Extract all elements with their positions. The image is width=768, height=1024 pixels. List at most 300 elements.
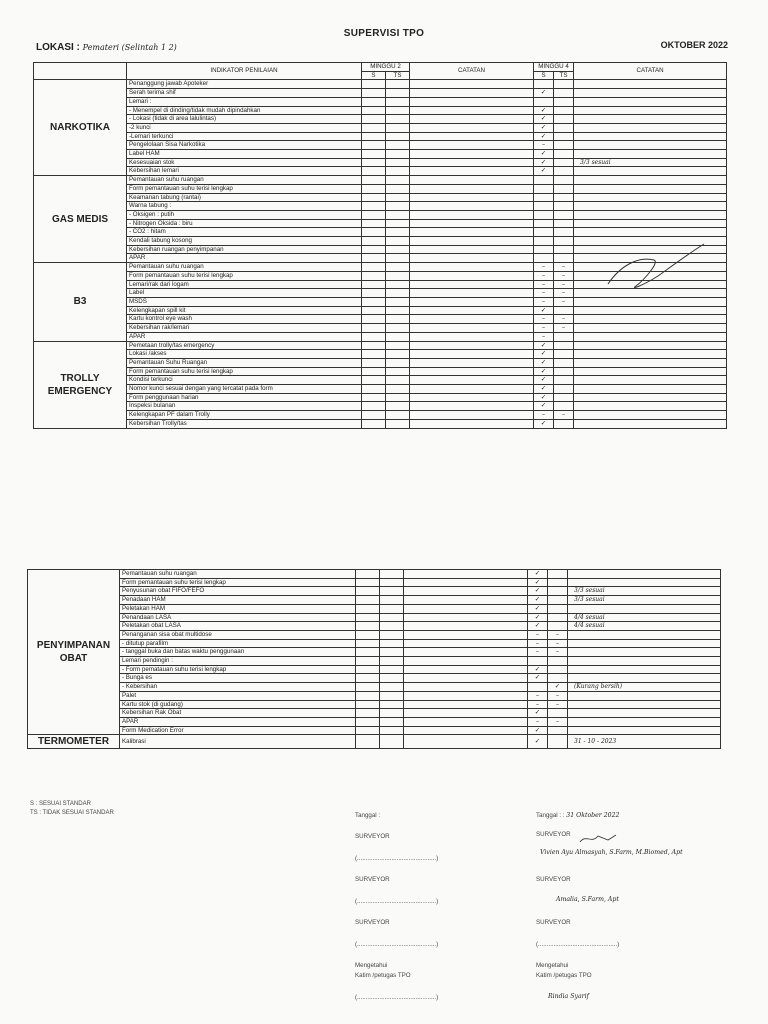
catatan-2-cell: 31 - 10 - 2023 — [568, 735, 721, 749]
minggu2-ts-cell — [380, 604, 404, 613]
minggu4-ts-cell: – — [554, 271, 574, 280]
indicator-label: Form pemantauan suhu terisi lengkap — [127, 367, 362, 376]
table-row — [28, 613, 721, 622]
indicator-label: Label HAM — [127, 150, 362, 159]
catatan-2-cell — [568, 578, 721, 587]
catatan-1-cell — [410, 150, 534, 159]
minggu4-s-cell: ✓ — [528, 604, 548, 613]
minggu4-ts-cell: – — [548, 700, 568, 709]
catatan-2-cell — [568, 639, 721, 648]
minggu4-s-cell: – — [534, 315, 554, 324]
minggu4-s-cell: – — [534, 297, 554, 306]
header-indikator: INDIKATOR PENILAIAN — [127, 63, 362, 80]
minggu4-ts-cell — [554, 393, 574, 402]
right-name-4: Rindia Syarif — [548, 993, 589, 1000]
indicator-label: Kalibrasi — [120, 735, 356, 749]
right-tanggal — [536, 812, 619, 819]
minggu4-s-cell: ✓ — [534, 106, 554, 115]
minggu2-ts-cell — [386, 245, 410, 254]
minggu2-ts-cell — [380, 587, 404, 596]
minggu2-s-cell — [362, 385, 386, 394]
catatan-1-cell — [410, 106, 534, 115]
minggu2-ts-cell — [386, 228, 410, 237]
indicator-label: Serah terima shif — [127, 89, 362, 98]
minggu4-s-cell: – — [534, 280, 554, 289]
minggu2-ts-cell — [380, 735, 404, 749]
indicator-label: Form pemantauan suhu terisi lengkap — [127, 271, 362, 280]
catatan-2-cell: 3/3 sesuai — [568, 596, 721, 605]
minggu2-ts-cell — [380, 674, 404, 683]
indicator-label: APAR — [127, 254, 362, 263]
minggu2-s-cell — [362, 367, 386, 376]
minggu2-s-cell — [362, 393, 386, 402]
minggu2-ts-cell — [380, 570, 404, 579]
minggu4-s-cell — [528, 657, 548, 666]
right-katim: Katim /petugas TPO — [536, 972, 592, 979]
left-blank-2: (..............................................) — [355, 898, 439, 905]
indicator-label: Lokasi /akses — [127, 350, 362, 359]
catatan-1-cell — [404, 674, 528, 683]
table-row — [34, 358, 727, 367]
minggu2-s-cell — [362, 341, 386, 350]
catatan-1-cell — [404, 639, 528, 648]
minggu4-ts-cell — [548, 665, 568, 674]
header-catatan-2: CATATAN — [574, 63, 727, 80]
catatan-2-cell — [574, 141, 727, 150]
indicator-label: Kelengkapan spill kit — [127, 306, 362, 315]
minggu4-s-cell: ✓ — [534, 89, 554, 98]
minggu2-s-cell — [356, 709, 380, 718]
catatan-1-cell — [410, 228, 534, 237]
minggu2-ts-cell — [380, 717, 404, 726]
catatan-2-cell — [574, 297, 727, 306]
table-row — [28, 596, 721, 605]
table-row — [34, 402, 727, 411]
minggu2-s-cell — [362, 402, 386, 411]
minggu4-s-cell: – — [528, 630, 548, 639]
indicator-label: Kebersihan lemari — [127, 167, 362, 176]
indicator-label: Warna tabung : — [127, 202, 362, 211]
catatan-2-cell — [574, 402, 727, 411]
catatan-1-cell — [404, 665, 528, 674]
minggu2-ts-cell — [380, 596, 404, 605]
minggu2-s-cell — [362, 271, 386, 280]
minggu4-ts-cell — [554, 184, 574, 193]
minggu4-ts-cell — [548, 657, 568, 666]
minggu4-ts-cell — [554, 306, 574, 315]
minggu4-ts-cell: – — [554, 315, 574, 324]
indicator-label: Palet — [120, 691, 356, 700]
table-row — [34, 210, 727, 219]
minggu2-ts-cell — [386, 97, 410, 106]
minggu4-ts-cell — [554, 123, 574, 132]
right-tanggal-value: 31 Oktober 2022 — [566, 812, 620, 819]
table-row — [34, 341, 727, 350]
section-label: TROLLY EMERGENCY — [34, 341, 127, 428]
minggu4-ts-cell — [554, 193, 574, 202]
catatan-2-cell: 3/3 sesuai — [574, 158, 727, 167]
minggu4-ts-cell: – — [554, 324, 574, 333]
indicator-label: Lemari : — [127, 97, 362, 106]
catatan-1-cell — [404, 709, 528, 718]
catatan-2-cell — [574, 411, 727, 420]
minggu4-s-cell: ✓ — [528, 587, 548, 596]
indicator-label: Kendali tabung kosong — [127, 237, 362, 246]
minggu4-s-cell: ✓ — [528, 665, 548, 674]
catatan-1-cell — [410, 202, 534, 211]
table-row — [34, 297, 727, 306]
catatan-1-cell — [410, 315, 534, 324]
minggu2-ts-cell — [386, 376, 410, 385]
indicator-label: - Lokasi (tidak di area lalulintas) — [127, 115, 362, 124]
catatan-1-cell — [410, 393, 534, 402]
catatan-2-cell — [574, 210, 727, 219]
table-row — [28, 622, 721, 631]
minggu4-ts-cell — [554, 89, 574, 98]
catatan-1-cell — [410, 411, 534, 420]
section-label: GAS MEDIS — [34, 176, 127, 263]
minggu2-s-cell — [362, 297, 386, 306]
minggu2-s-cell — [362, 315, 386, 324]
minggu2-s-cell — [356, 735, 380, 749]
indicator-label: Pemetaan trolly/tas emergency — [127, 341, 362, 350]
catatan-2-cell — [574, 80, 727, 89]
table-row — [34, 97, 727, 106]
table-row — [28, 630, 721, 639]
catatan-1-cell — [410, 176, 534, 185]
minggu2-s-cell — [356, 717, 380, 726]
catatan-1-cell — [410, 254, 534, 263]
catatan-2-cell — [568, 648, 721, 657]
table-row — [34, 202, 727, 211]
indicator-label: Nomor kunci sesuai dengan yang tercatat pada form — [127, 385, 362, 394]
month-label: OKTOBER 2022 — [660, 40, 728, 50]
minggu2-ts-cell — [386, 419, 410, 428]
indicator-label: Peletakan obat LASA — [120, 622, 356, 631]
minggu4-ts-cell: – — [548, 639, 568, 648]
minggu4-ts-cell — [554, 132, 574, 141]
indicator-label: Penanganan sisa obat multidose — [120, 630, 356, 639]
minggu2-s-cell — [362, 280, 386, 289]
indicator-label: Penadaan HAM — [120, 596, 356, 605]
minggu2-ts-cell — [386, 132, 410, 141]
minggu4-ts-cell — [554, 402, 574, 411]
minggu4-s-cell — [534, 228, 554, 237]
minggu4-s-cell: – — [534, 263, 554, 272]
minggu2-ts-cell — [386, 254, 410, 263]
minggu2-ts-cell — [386, 210, 410, 219]
minggu4-ts-cell — [548, 622, 568, 631]
catatan-1-cell — [410, 141, 534, 150]
indicator-label: - Oksigen : putih — [127, 210, 362, 219]
minggu4-s-cell: ✓ — [534, 123, 554, 132]
table-row — [34, 306, 727, 315]
table-row — [34, 106, 727, 115]
minggu2-ts-cell — [380, 665, 404, 674]
right-surveyor-2: SURVEYOR — [536, 876, 571, 883]
minggu2-s-cell — [356, 604, 380, 613]
table-row — [34, 89, 727, 98]
catatan-1-cell — [410, 123, 534, 132]
minggu4-s-cell: ✓ — [528, 596, 548, 605]
minggu2-ts-cell — [380, 726, 404, 735]
header-minggu2: MINGGU 2 — [362, 63, 410, 72]
minggu2-s-cell — [356, 639, 380, 648]
minggu2-s-cell — [362, 176, 386, 185]
catatan-1-cell — [410, 306, 534, 315]
minggu4-ts-cell — [554, 158, 574, 167]
catatan-2-cell — [568, 691, 721, 700]
table-row — [28, 578, 721, 587]
minggu4-s-cell: ✓ — [534, 306, 554, 315]
catatan-1-cell — [404, 700, 528, 709]
catatan-1-cell — [410, 324, 534, 333]
right-name-2: Amalia, S.Farm, Apt — [556, 896, 619, 903]
minggu4-s-cell — [534, 80, 554, 89]
header-ts-2: TS — [554, 71, 574, 80]
catatan-1-cell — [410, 132, 534, 141]
minggu4-s-cell: ✓ — [528, 726, 548, 735]
minggu2-s-cell — [362, 132, 386, 141]
indicator-label: Penyusunan obat FIFO/FEFO — [120, 587, 356, 596]
catatan-2-cell — [568, 674, 721, 683]
minggu2-ts-cell — [386, 280, 410, 289]
minggu2-s-cell — [362, 411, 386, 420]
minggu4-s-cell — [534, 202, 554, 211]
minggu4-ts-cell — [554, 80, 574, 89]
catatan-2-cell — [574, 419, 727, 428]
catatan-2-cell — [574, 132, 727, 141]
indicator-label: Kebersihan rak/lemari — [127, 324, 362, 333]
minggu4-ts-cell — [554, 385, 574, 394]
minggu4-ts-cell: – — [548, 630, 568, 639]
catatan-2-cell — [574, 341, 727, 350]
minggu2-ts-cell — [386, 306, 410, 315]
minggu2-ts-cell — [386, 237, 410, 246]
minggu2-ts-cell — [386, 402, 410, 411]
right-mengetahui: Mengetahui — [536, 962, 569, 969]
minggu4-s-cell: ✓ — [528, 578, 548, 587]
minggu4-s-cell: – — [528, 691, 548, 700]
minggu4-s-cell: ✓ — [528, 613, 548, 622]
minggu2-ts-cell — [386, 411, 410, 420]
table-row — [28, 587, 721, 596]
minggu4-ts-cell: – — [554, 289, 574, 298]
table-row — [28, 717, 721, 726]
minggu2-ts-cell — [386, 141, 410, 150]
catatan-2-cell — [574, 367, 727, 376]
minggu4-ts-cell — [548, 674, 568, 683]
catatan-2-cell: 3/3 sesuai — [568, 587, 721, 596]
minggu2-s-cell — [362, 193, 386, 202]
minggu2-s-cell — [362, 254, 386, 263]
indicator-label: Pengelolaan Sisa Narkotika — [127, 141, 362, 150]
indicator-label: Pemantauan suhu ruangan — [127, 263, 362, 272]
minggu4-ts-cell — [548, 587, 568, 596]
catatan-2-cell — [574, 115, 727, 124]
minggu2-s-cell — [356, 622, 380, 631]
minggu4-s-cell — [534, 210, 554, 219]
catatan-2-cell — [574, 376, 727, 385]
indicator-label: Kartu stok (di gudang) — [120, 700, 356, 709]
minggu2-ts-cell — [386, 115, 410, 124]
left-katim: Katim /petugas TPO — [355, 972, 411, 979]
catatan-1-cell — [410, 385, 534, 394]
minggu2-s-cell — [362, 89, 386, 98]
indicator-label: Pemantauan suhu ruangan — [127, 176, 362, 185]
supervision-table-2 — [27, 569, 721, 749]
minggu2-ts-cell — [386, 263, 410, 272]
table-row — [34, 393, 727, 402]
section-label: PENYIMPANAN OBAT — [28, 570, 120, 735]
minggu4-s-cell: – — [528, 648, 548, 657]
catatan-1-cell — [410, 167, 534, 176]
catatan-1-cell — [404, 648, 528, 657]
minggu4-s-cell: ✓ — [528, 674, 548, 683]
catatan-2-cell: 4/4 sesuai — [568, 613, 721, 622]
catatan-2-cell — [574, 358, 727, 367]
minggu2-ts-cell — [386, 385, 410, 394]
minggu2-s-cell — [362, 115, 386, 124]
indicator-label: - Nitrogen Oksida : biru — [127, 219, 362, 228]
table-row — [28, 709, 721, 718]
minggu2-ts-cell — [386, 167, 410, 176]
minggu4-ts-cell — [554, 141, 574, 150]
table-row — [34, 150, 727, 159]
minggu4-s-cell: ✓ — [534, 393, 554, 402]
catatan-1-cell — [410, 193, 534, 202]
minggu2-ts-cell — [386, 123, 410, 132]
minggu4-s-cell: ✓ — [534, 367, 554, 376]
indicator-label: - Menempel di dinding/tidak mudah dipindahkan — [127, 106, 362, 115]
left-surveyor-2: SURVEYOR — [355, 876, 390, 883]
minggu2-s-cell — [362, 419, 386, 428]
minggu4-ts-cell — [554, 367, 574, 376]
minggu2-ts-cell — [380, 709, 404, 718]
minggu2-ts-cell — [386, 89, 410, 98]
catatan-1-cell — [404, 596, 528, 605]
table-row — [28, 648, 721, 657]
table-row — [28, 691, 721, 700]
minggu2-ts-cell — [380, 613, 404, 622]
right-name-1: Vivien Ayu Almasyah, S.Farm, M.Biomed, Apt — [540, 849, 683, 856]
minggu4-s-cell: – — [528, 700, 548, 709]
table-row — [34, 350, 727, 359]
minggu4-ts-cell — [554, 106, 574, 115]
minggu2-s-cell — [356, 665, 380, 674]
catatan-2-cell — [574, 123, 727, 132]
right-blank-3: (..............................................) — [536, 941, 620, 948]
minggu2-s-cell — [356, 587, 380, 596]
table-row — [34, 367, 727, 376]
catatan-2-cell — [574, 184, 727, 193]
minggu2-s-cell — [356, 657, 380, 666]
minggu2-s-cell — [362, 332, 386, 341]
catatan-1-cell — [410, 237, 534, 246]
left-tanggal: Tanggal : — [355, 812, 381, 819]
minggu4-ts-cell — [554, 210, 574, 219]
minggu2-s-cell — [362, 219, 386, 228]
legend-s: S : SESUAI STANDAR — [30, 801, 91, 807]
minggu2-ts-cell — [386, 202, 410, 211]
minggu4-ts-cell — [548, 613, 568, 622]
minggu2-ts-cell — [380, 648, 404, 657]
minggu2-s-cell — [362, 376, 386, 385]
table-row — [34, 80, 727, 89]
catatan-1-cell — [410, 80, 534, 89]
catatan-1-cell — [410, 332, 534, 341]
catatan-2-cell — [574, 315, 727, 324]
minggu4-ts-cell — [554, 167, 574, 176]
minggu4-ts-cell — [554, 350, 574, 359]
minggu4-ts-cell — [554, 237, 574, 246]
indicator-label: Form penggunaan harian — [127, 393, 362, 402]
minggu4-s-cell: ✓ — [534, 115, 554, 124]
signature-mark-1 — [578, 832, 618, 846]
left-blank-1: (..............................................) — [355, 855, 439, 862]
minggu4-ts-cell — [548, 578, 568, 587]
indicator-label: Lemari pendingin : — [120, 657, 356, 666]
minggu2-s-cell — [362, 158, 386, 167]
catatan-1-cell — [410, 297, 534, 306]
minggu4-ts-cell: – — [554, 297, 574, 306]
table-row — [34, 332, 727, 341]
catatan-1-cell — [404, 604, 528, 613]
table-row — [28, 657, 721, 666]
minggu4-s-cell — [534, 237, 554, 246]
indicator-label: APAR — [127, 332, 362, 341]
catatan-1-cell — [410, 280, 534, 289]
table-row — [34, 132, 727, 141]
minggu4-s-cell — [534, 97, 554, 106]
catatan-2-cell — [574, 89, 727, 98]
minggu2-s-cell — [356, 648, 380, 657]
minggu2-s-cell — [356, 691, 380, 700]
header-blank — [34, 63, 127, 80]
minggu4-s-cell: ✓ — [534, 376, 554, 385]
minggu2-ts-cell — [386, 315, 410, 324]
minggu2-s-cell — [362, 184, 386, 193]
table-row — [34, 419, 727, 428]
minggu2-s-cell — [362, 289, 386, 298]
catatan-1-cell — [404, 570, 528, 579]
minggu2-s-cell — [362, 141, 386, 150]
minggu2-s-cell — [362, 237, 386, 246]
minggu4-s-cell: ✓ — [534, 385, 554, 394]
minggu4-s-cell: ✓ — [534, 358, 554, 367]
catatan-1-cell — [410, 184, 534, 193]
minggu2-ts-cell — [386, 393, 410, 402]
minggu2-s-cell — [362, 324, 386, 333]
lokasi-label: LOKASI : — [36, 42, 80, 53]
minggu4-ts-cell — [554, 332, 574, 341]
minggu4-ts-cell — [548, 570, 568, 579]
indicator-label: Label — [127, 289, 362, 298]
catatan-2-cell — [574, 332, 727, 341]
minggu2-s-cell — [362, 97, 386, 106]
minggu4-ts-cell — [554, 202, 574, 211]
left-mengetahui: Mengetahui — [355, 962, 388, 969]
minggu2-ts-cell — [380, 657, 404, 666]
header-ts-1: TS — [386, 71, 410, 80]
minggu4-ts-cell — [554, 219, 574, 228]
minggu2-ts-cell — [380, 700, 404, 709]
catatan-1-cell — [410, 358, 534, 367]
indicator-label: Pemantauan suhu ruangan — [120, 570, 356, 579]
minggu4-ts-cell — [548, 726, 568, 735]
minggu2-ts-cell — [386, 193, 410, 202]
minggu2-ts-cell — [386, 80, 410, 89]
